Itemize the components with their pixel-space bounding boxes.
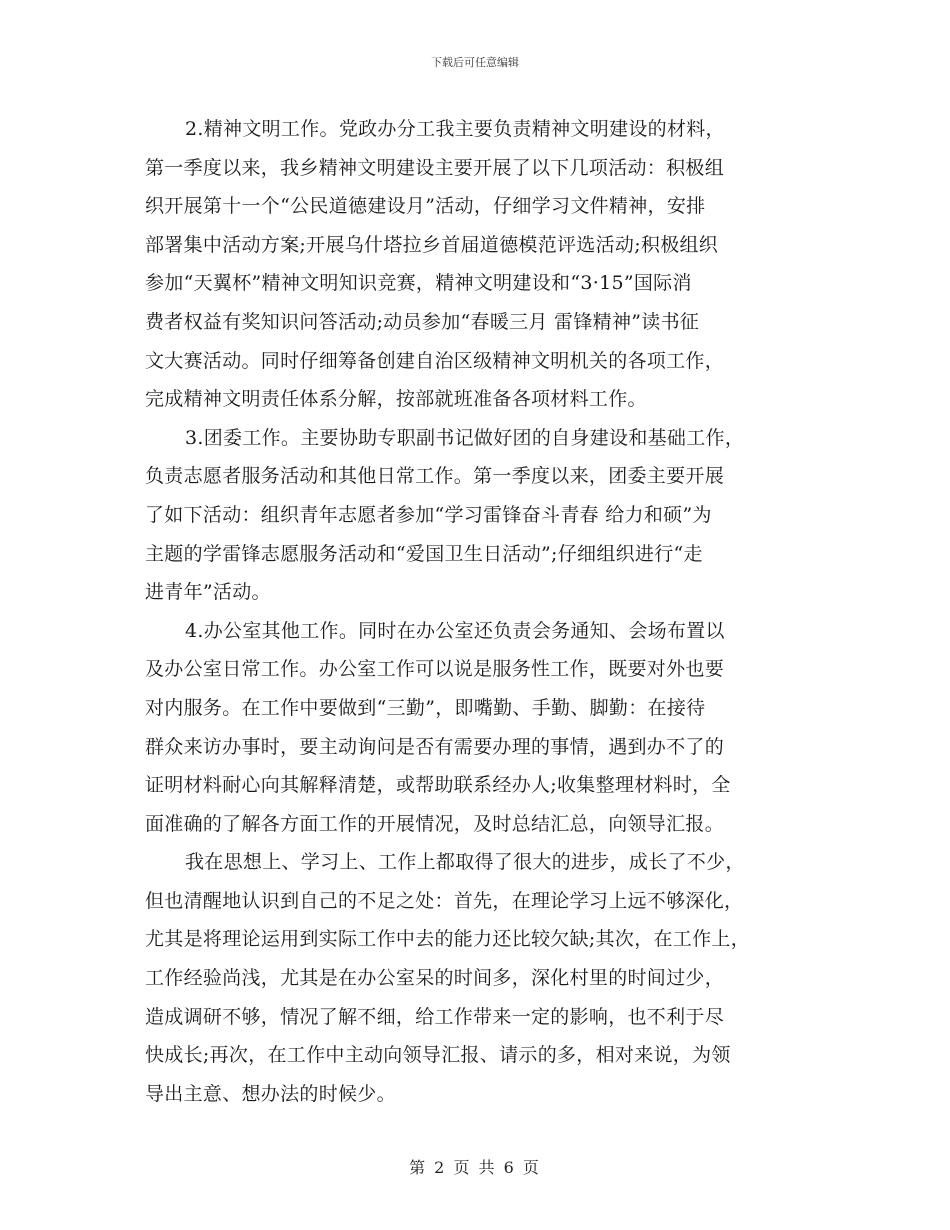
- text-line: 及办公室日常工作。办公室工作可以说是服务性工作，既要对外也要: [145, 658, 725, 681]
- text-line: 证明材料耐心向其解释清楚，或帮助联系经办人;收集整理材料时，全: [145, 774, 731, 797]
- text-line: 费者权益有奖知识问答活动;动员参加“春暖三月 雷锋精神”读书征: [145, 310, 700, 333]
- text-line: 造成调研不够，情况了解不细，给工作带来一定的影响，也不利于尽: [145, 1005, 725, 1028]
- text-line: 4.办公室其他工作。同时在办公室还负责会务通知、会场布置以: [185, 619, 725, 642]
- text-line: 文大赛活动。同时仔细筹备创建自治区级精神文明机关的各项工作，: [145, 349, 725, 372]
- text-line: 工作经验尚浅，尤其是在办公室呆的时间多，深化村里的时间过少，: [145, 967, 725, 990]
- document-body: [145, 110, 805, 1113]
- text-line: 2.精神文明工作。党政办分工我主要负责精神文明建设的材料，: [185, 118, 725, 140]
- paragraph-office-work: [145, 612, 805, 844]
- text-line: 我在思想上、学习上、工作上都取得了很大的进步，成长了不少，: [185, 851, 745, 874]
- page-header: 下载后可任意编辑: [431, 56, 519, 69]
- text-line: 导出主意、想办法的时候少。: [145, 1082, 396, 1105]
- paragraph-spiritual-civilization: [145, 110, 805, 419]
- text-line: 主题的学雷锋志愿服务活动和“爱国卫生日活动”;仔细组织进行“走: [145, 542, 703, 565]
- text-line: 负责志愿者服务活动和其他日常工作。第一季度以来，团委主要开展: [145, 465, 725, 488]
- text-line: 部署集中活动方案;开展乌什塔拉乡首届道德模范评选活动;积极组织: [145, 233, 719, 256]
- text-line: 尤其是将理论运用到实际工作中去的能力还比较欠缺;其次，在工作上，: [145, 928, 751, 951]
- text-line: 面准确的了解各方面工作的开展情况，及时总结汇总，向领导汇报。: [145, 812, 725, 835]
- text-line: 3.团委工作。主要协助专职副书记做好团的自身建设和基础工作，: [185, 426, 745, 449]
- text-line: 但也清醒地认识到自己的不足之处：首先，在理论学习上远不够深化，: [145, 889, 744, 912]
- page-number-footer: 第 2 页 共 6 页: [409, 1158, 541, 1177]
- text-line: 完成精神文明责任体系分解，按部就班准备各项材料工作。: [145, 388, 647, 411]
- text-line: 进青年”活动。: [145, 581, 271, 604]
- text-line: 参加“天翼杯”精神文明知识竞赛，精神文明建设和“3·15”国际消: [145, 272, 692, 295]
- text-line: 快成长;再次，在工作中主动向领导汇报、请示的多，相对来说，为领: [145, 1044, 731, 1067]
- paragraph-self-assessment: [145, 843, 805, 1113]
- text-line: 群众来访办事时，要主动询问是否有需要办理的事情，遇到办不了的: [145, 735, 725, 758]
- paragraph-youth-league: [145, 419, 805, 612]
- text-line: 对内服务。在工作中要做到“三勤”，即嘴勤、手勤、脚勤：在接待: [145, 696, 706, 719]
- text-line: 第一季度以来，我乡精神文明建设主要开展了以下几项活动：积极组: [145, 156, 725, 179]
- text-line: 织开展第十一个“公民道德建设月”活动，仔细学习文件精神，安排: [145, 195, 706, 218]
- text-line: 了如下活动：组织青年志愿者参加“学习雷锋奋斗青春 给力和硕”为: [145, 503, 712, 526]
